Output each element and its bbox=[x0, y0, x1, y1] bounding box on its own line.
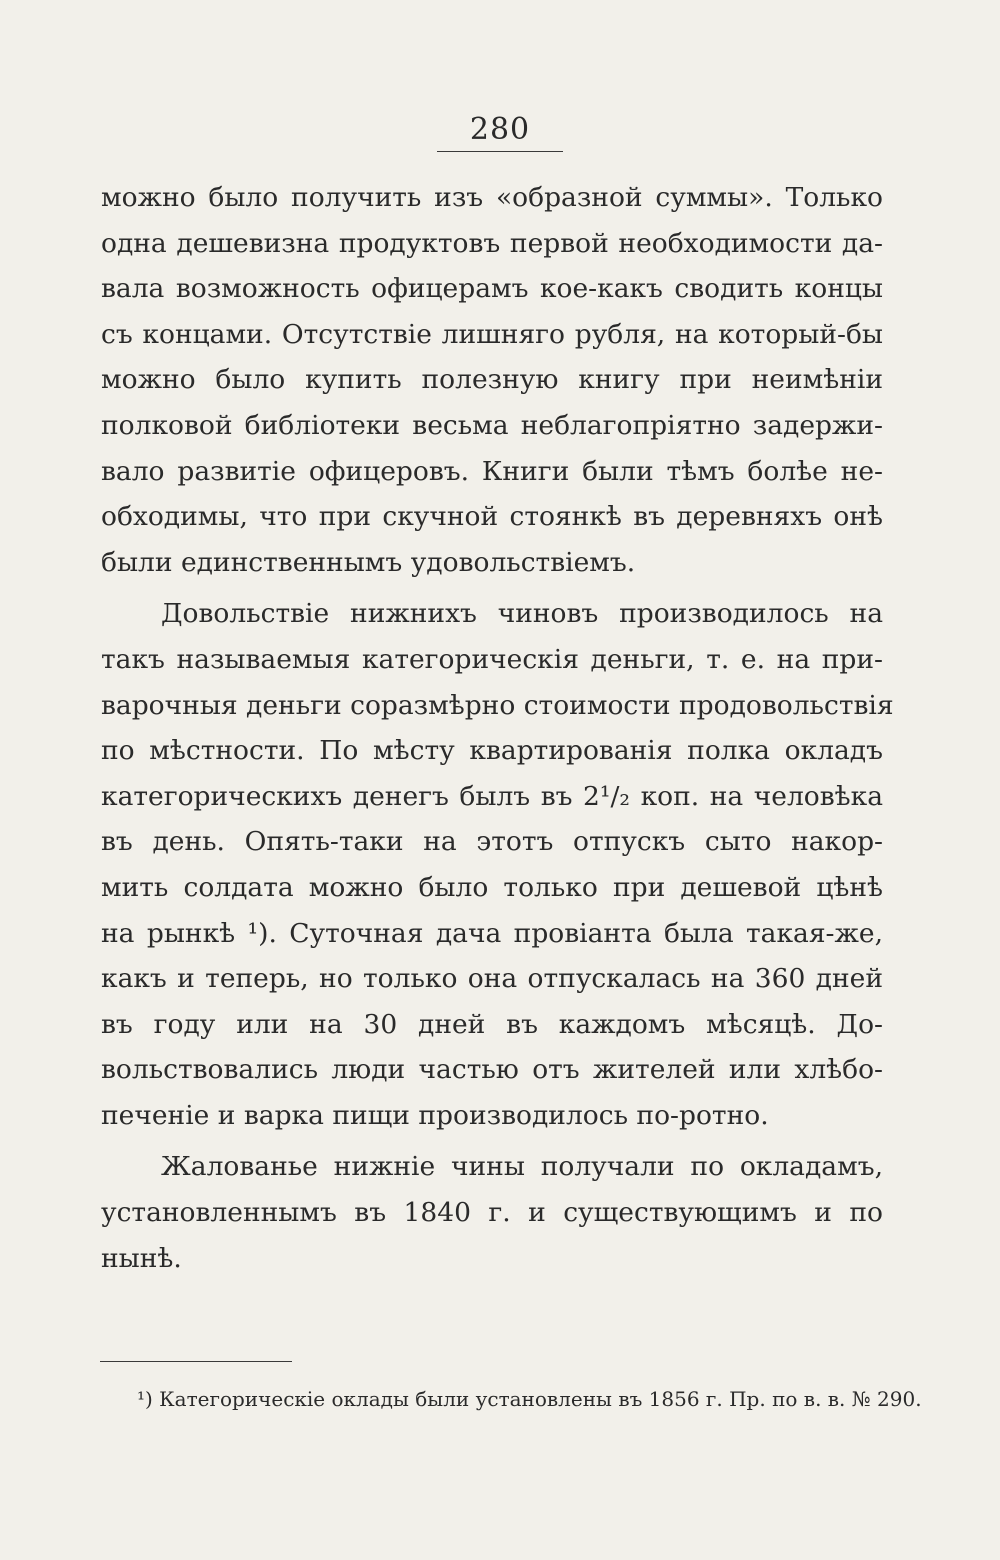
body-text bbox=[101, 175, 894, 1281]
text-line: установленнымъ въ 1840 г. и существующимъ и по bbox=[101, 1197, 883, 1229]
text-line: вало развитіе офицеровъ. Книги были тѣмъ болѣе не- bbox=[101, 455, 883, 487]
text-line: по мѣстности. По мѣсту квартированія полка окладъ bbox=[101, 735, 883, 767]
paragraph bbox=[101, 1144, 883, 1281]
text-line: печеніе и варка пищи производилось по-ротно. bbox=[101, 1099, 769, 1131]
text-line: обходимы, что при скучной стоянкѣ въ деревняхъ онѣ bbox=[101, 501, 883, 533]
text-line: можно было купить полезную книгу при неимѣніи bbox=[101, 364, 883, 396]
paragraph bbox=[101, 591, 894, 1138]
text-line: вольствовались люди частью отъ жителей или хлѣбо- bbox=[101, 1054, 883, 1086]
header-rule bbox=[437, 151, 563, 152]
page-number: 280 bbox=[469, 112, 531, 147]
text-line: съ концами. Отсутствіе лишняго рубля, на который-бы bbox=[101, 318, 883, 350]
text-line: одна дешевизна продуктовъ первой необходимости да- bbox=[101, 227, 883, 259]
text-line: на рынкѣ ¹). Суточная дача провіанта была такая-же, bbox=[101, 917, 883, 949]
text-line: такъ называемыя категорическія деньги, т. е. на при- bbox=[101, 643, 883, 675]
text-line: категорическихъ денегъ былъ въ 2¹/₂ коп. на человѣка bbox=[101, 780, 883, 812]
text-line: нынѣ. bbox=[101, 1242, 182, 1274]
text-line: варочныя деньги соразмѣрно стоимости продовольствія bbox=[101, 689, 894, 721]
paragraph bbox=[101, 175, 883, 585]
text-line: вала возможность офицерамъ кое-какъ сводить концы bbox=[101, 273, 883, 305]
footnote-rule bbox=[100, 1361, 292, 1362]
text-line: въ день. Опять-таки на этотъ отпускъ сыто накор- bbox=[101, 826, 883, 858]
text-line: Довольствіе нижнихъ чиновъ производилось на bbox=[161, 598, 883, 630]
text-line: какъ и теперь, но только она отпускалась на 360 дней bbox=[101, 963, 883, 995]
text-line: въ году или на 30 дней въ каждомъ мѣсяцѣ. До- bbox=[101, 1008, 883, 1040]
text-line: полковой библіотеки весьма неблагопріятно задержи- bbox=[101, 409, 883, 441]
text-line: были единственнымъ удовольствіемъ. bbox=[101, 546, 636, 578]
text-line: можно было получить изъ «образной суммы». Только bbox=[101, 182, 883, 213]
text-line: Жалованье нижніе чины получали по окладамъ, bbox=[161, 1151, 883, 1183]
text-line: мить солдата можно было только при дешевой цѣнѣ bbox=[101, 871, 883, 903]
footnote: ¹) Категорическіе оклады были установлены въ 1856 г. Пр. по в. в. № 290. bbox=[137, 1387, 922, 1411]
